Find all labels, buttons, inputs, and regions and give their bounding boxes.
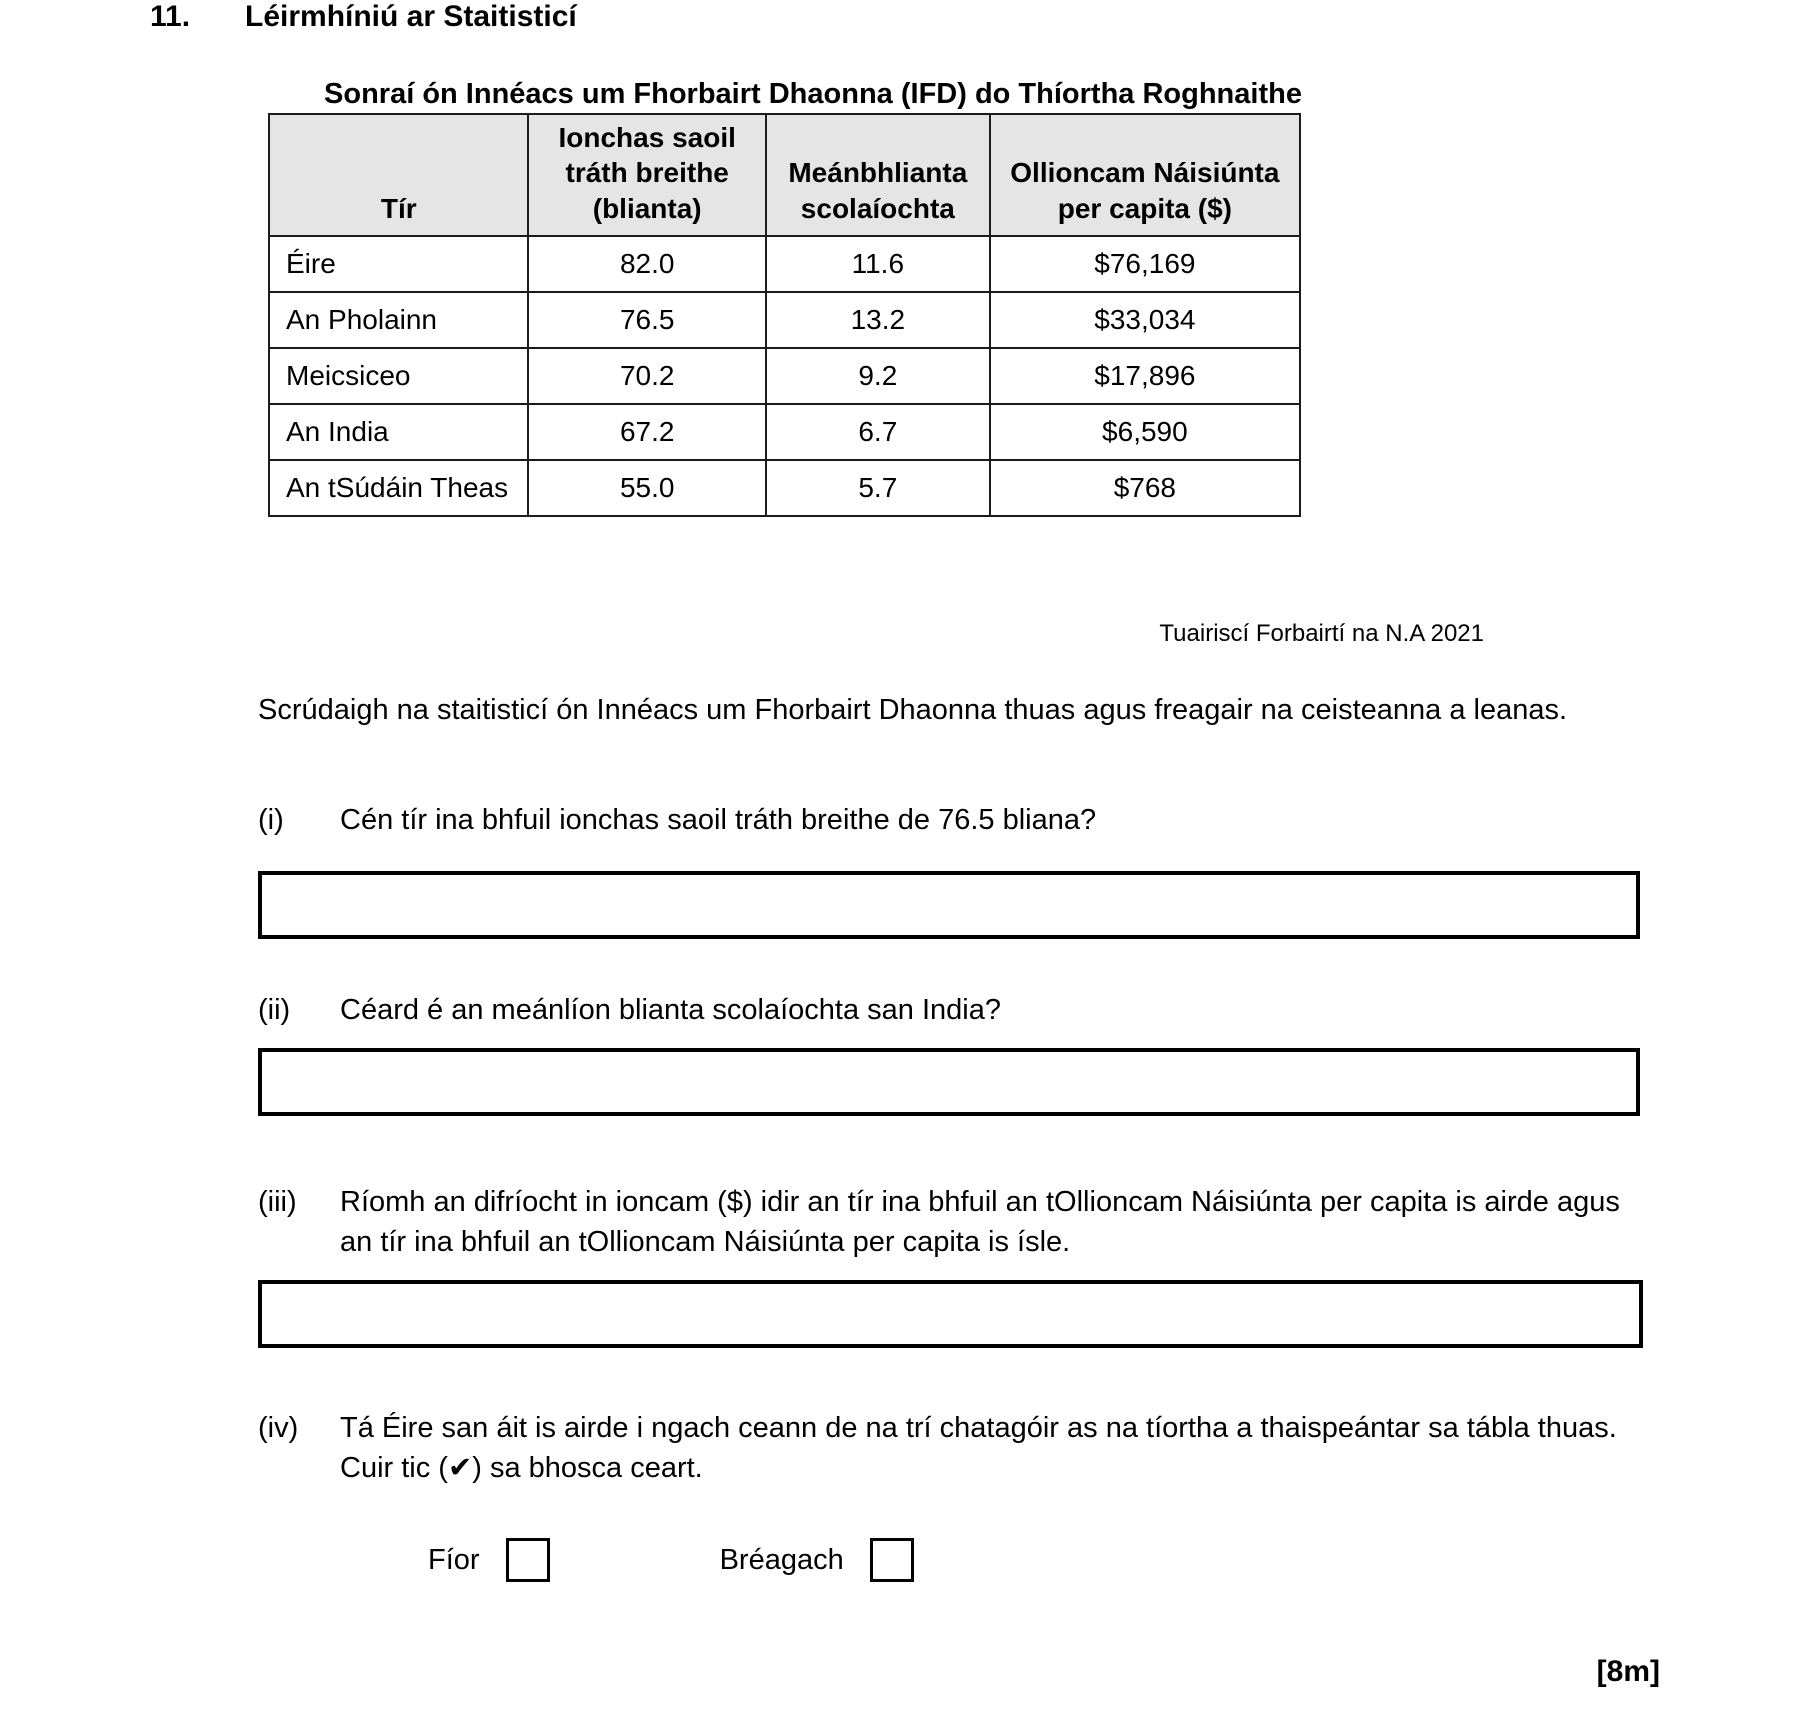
table-source-note: Tuairiscí Forbairtí na N.A 2021 <box>1159 620 1484 647</box>
question-part-i <box>258 800 1658 840</box>
cell-mean-schooling: 6.7 <box>766 404 990 460</box>
answer-box-i[interactable] <box>258 871 1640 939</box>
false-checkbox[interactable] <box>870 1538 914 1582</box>
cell-mean-schooling: 13.2 <box>766 292 990 348</box>
question-part-ii <box>258 990 1658 1030</box>
column-header-gni-line2: per capita ($) <box>1057 193 1232 225</box>
cell-country: An Pholainn <box>269 292 528 348</box>
cell-gni: $6,590 <box>990 404 1300 460</box>
part-label-iii: (iii) <box>258 1186 297 1218</box>
answer-box-iii[interactable] <box>258 1280 1643 1348</box>
cell-life-expectancy: 82.0 <box>528 236 765 292</box>
false-option-group[interactable] <box>720 1538 914 1582</box>
part-iv-instruction: Cuir tic (✔) sa bhosca ceart. <box>340 1452 703 1485</box>
column-header-life-line2: tráth breithe <box>565 157 729 189</box>
column-header-country-label: Tír <box>380 193 417 225</box>
false-option-label: Bréagach <box>719 1543 844 1576</box>
instruction-paragraph: Scrúdaigh na staitisticí ón Innéacs um Fhorbairt Dhaonna thuas agus freagair na ceisteanna a leanas. <box>258 694 1568 726</box>
hdi-data-table <box>268 113 1301 517</box>
column-header-life-line3: (blianta) <box>592 193 702 225</box>
table-row <box>269 348 1300 404</box>
column-header-gni-per-capita <box>990 114 1300 236</box>
table-caption: Sonraí ón Innéacs um Fhorbairt Dhaonna (IFD) do Thíortha Roghnaithe <box>324 78 1302 110</box>
question-part-iii <box>258 1182 1658 1262</box>
question-header <box>150 0 577 34</box>
part-text-ii: Céard é an meánlíon blianta scolaíochta san India? <box>340 994 1001 1026</box>
part-text-iii: Ríomh an difríocht in ioncam ($) idir an tír ina bhfuil an tOllioncam Náisiúnta per capita is airde agus an tír ina bhfuil an tOllioncam Náisiúnta per capita is ísle. <box>340 1186 1620 1259</box>
part-text-i: Cén tír ina bhfuil ionchas saoil tráth breithe de 76.5 bliana? <box>340 804 1097 836</box>
table-row <box>269 460 1300 516</box>
table-header-row <box>269 114 1300 236</box>
cell-life-expectancy: 76.5 <box>528 292 765 348</box>
cell-country: Éire <box>269 236 528 292</box>
column-header-life-line1: Ionchas saoil <box>558 121 736 153</box>
cell-gni: $33,034 <box>990 292 1300 348</box>
page-title: Léirmhíniú ar Staitisticí <box>245 0 577 33</box>
cell-mean-schooling: 11.6 <box>766 236 990 292</box>
table-header <box>269 114 1300 236</box>
cell-mean-schooling: 5.7 <box>766 460 990 516</box>
cell-life-expectancy: 67.2 <box>528 404 765 460</box>
part-text-iv-wrapper <box>340 1408 1658 1488</box>
column-header-gni-line1: Ollioncam Náisiúnta <box>1010 157 1280 189</box>
part-label-iv: (iv) <box>258 1412 299 1444</box>
column-header-mean-schooling <box>766 114 990 236</box>
cell-life-expectancy: 70.2 <box>528 348 765 404</box>
cell-country: An India <box>269 404 528 460</box>
part-text-iv: Tá Éire san áit is airde i ngach ceann de na trí chatagóir as na tíortha a thaispeántar sa tábla thuas. <box>340 1412 1617 1444</box>
column-header-country <box>269 114 528 236</box>
question-part-iv <box>258 1408 1658 1488</box>
cell-life-expectancy: 55.0 <box>528 460 765 516</box>
table-row <box>269 236 1300 292</box>
column-header-life-expectancy <box>528 114 765 236</box>
true-option-group[interactable] <box>428 1538 550 1582</box>
table-row <box>269 404 1300 460</box>
part-label-i: (i) <box>258 804 284 836</box>
marks-allocation: [8m] <box>1596 1655 1660 1688</box>
table-body <box>269 236 1300 516</box>
cell-mean-schooling: 9.2 <box>766 348 990 404</box>
true-false-row <box>428 1538 914 1582</box>
cell-gni: $768 <box>990 460 1300 516</box>
cell-country: An tSúdáin Theas <box>269 460 528 516</box>
table-row <box>269 292 1300 348</box>
column-header-schooling-line1: Meánbhlianta <box>788 157 968 189</box>
true-checkbox[interactable] <box>506 1538 550 1582</box>
cell-gni: $76,169 <box>990 236 1300 292</box>
true-option-label: Fíor <box>428 1543 480 1576</box>
cell-country: Meicsiceo <box>269 348 528 404</box>
cell-gni: $17,896 <box>990 348 1300 404</box>
part-label-ii: (ii) <box>258 994 291 1026</box>
answer-box-ii[interactable] <box>258 1048 1640 1116</box>
column-header-schooling-line2: scolaíochta <box>800 193 955 225</box>
question-number: 11. <box>150 0 191 33</box>
